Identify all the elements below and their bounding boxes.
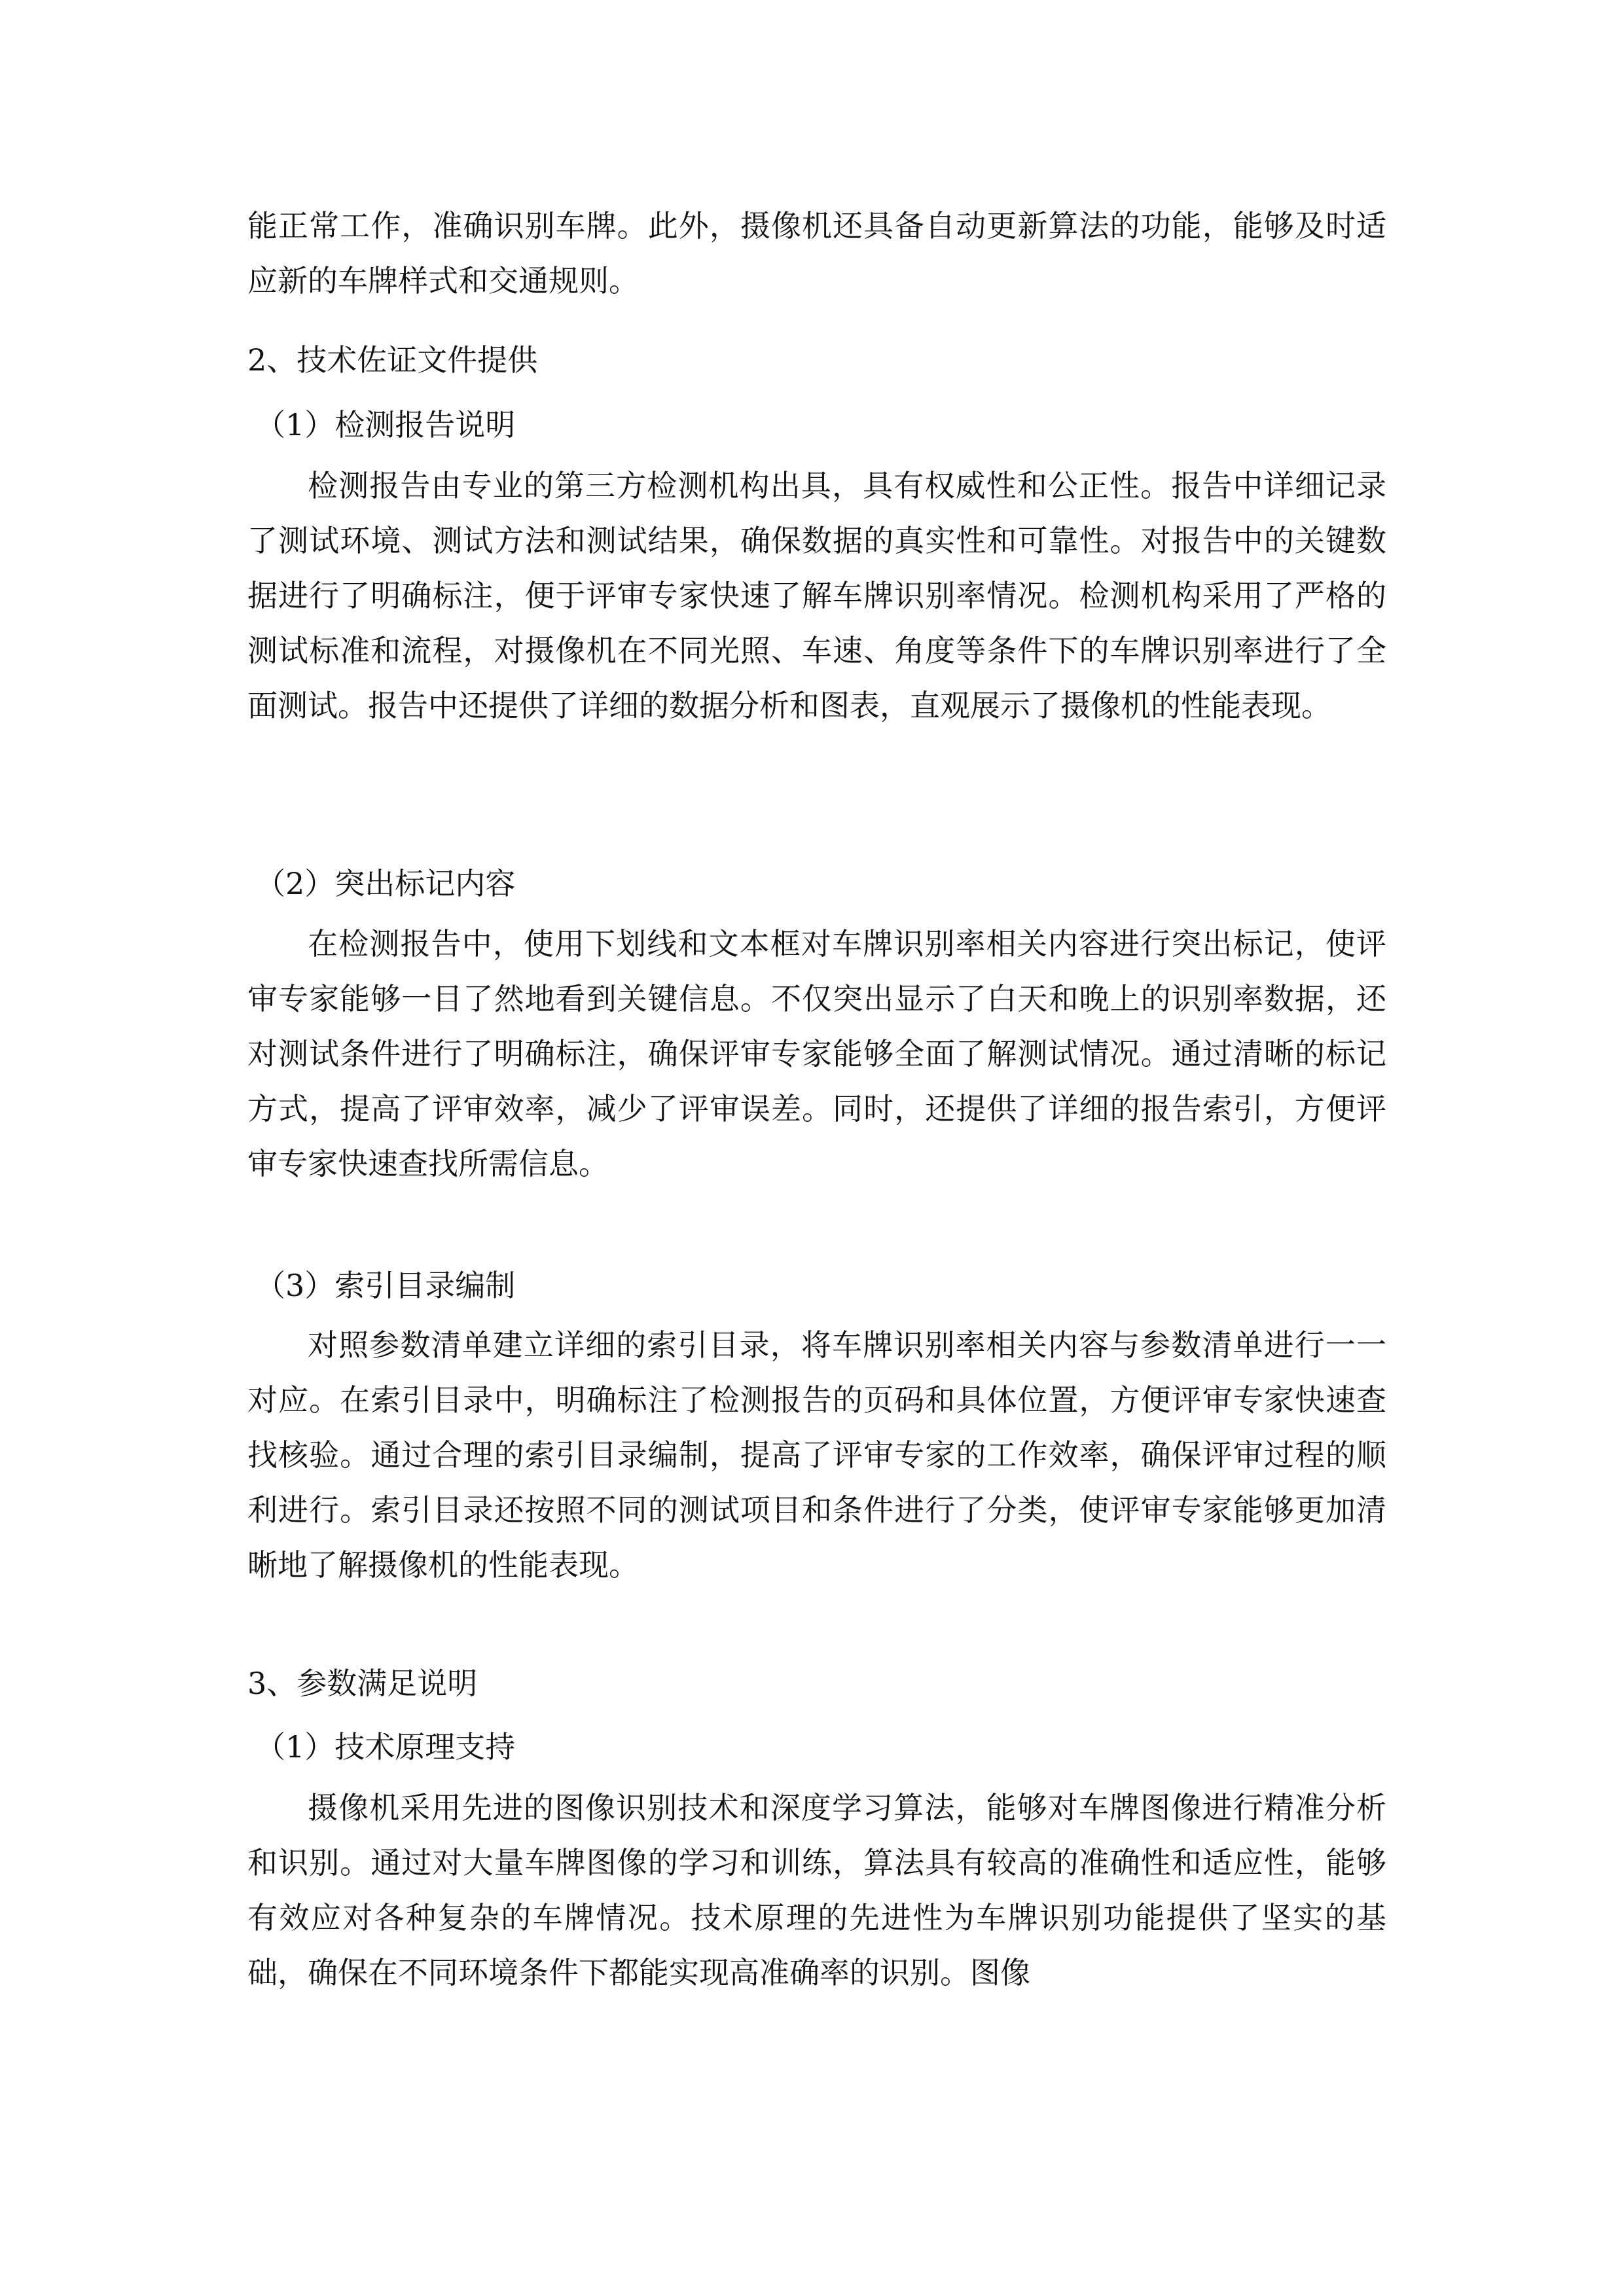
continuation-paragraph: 能正常工作，准确识别车牌。此外，摄像机还具备自动更新算法的功能，能够及时适应新的车牌样式和交通规则。 bbox=[247, 208, 1386, 298]
subsection-2-1-heading: （1）检测报告说明 bbox=[255, 407, 516, 442]
subsection-2-3-body: 对照参数清单建立详细的索引目录，将车牌识别率相关内容与参数清单进行一一对应。在索引目录中，明确标注了检测报告的页码和具体位置，方便评审专家快速查找核验。通过合理的索引目录编制，提高了评审专家的工作效率，确保评审过程的顺利进行。索引目录还按照不同的测试项目和条件进行了分类，使评审专家能够更加清晰地了解摄像机的性能表现。 bbox=[247, 1327, 1386, 1583]
subsection-2-3-heading: （3）索引目录编制 bbox=[255, 1268, 516, 1303]
subsection-3-1-heading: （1）技术原理支持 bbox=[255, 1729, 516, 1765]
section-3-heading: 3、参数满足说明 bbox=[247, 1666, 478, 1701]
section-2-heading: 2、技术佐证文件提供 bbox=[247, 342, 538, 378]
subsection-2-1-body: 检测报告由专业的第三方检测机构出具，具有权威性和公正性。报告中详细记录了测试环境、测试方法和测试结果，确保数据的真实性和可靠性。对报告中的关键数据进行了明确标注，便于评审专家快速了解车牌识别率情况。检测机构采用了严格的测试标准和流程，对摄像机在不同光照、车速、角度等条件下的车牌识别率进行了全面测试。报告中还提供了详细的数据分析和图表，直观展示了摄像机的性能表现。 bbox=[247, 468, 1386, 723]
subsection-3-1-body: 摄像机采用先进的图像识别技术和深度学习算法，能够对车牌图像进行精准分析和识别。通过对大量车牌图像的学习和训练，算法具有较高的准确性和适应性，能够有效应对各种复杂的车牌情况。技术原理的先进性为车牌识别功能提供了坚实的基础，确保在不同环境条件下都能实现高准确率的识别。图像 bbox=[247, 1790, 1386, 1990]
subsection-2-2-body: 在检测报告中，使用下划线和文本框对车牌识别率相关内容进行突出标记，使评审专家能够一目了然地看到关键信息。不仅突出显示了白天和晚上的识别率数据，还对测试条件进行了明确标注，确保评审专家能够全面了解测试情况。通过清晰的标记方式，提高了评审效率，减少了评审误差。同时，还提供了详细的报告索引，方便评审专家快速查找所需信息。 bbox=[247, 926, 1386, 1181]
subsection-2-2-heading: （2）突出标记内容 bbox=[255, 866, 516, 901]
